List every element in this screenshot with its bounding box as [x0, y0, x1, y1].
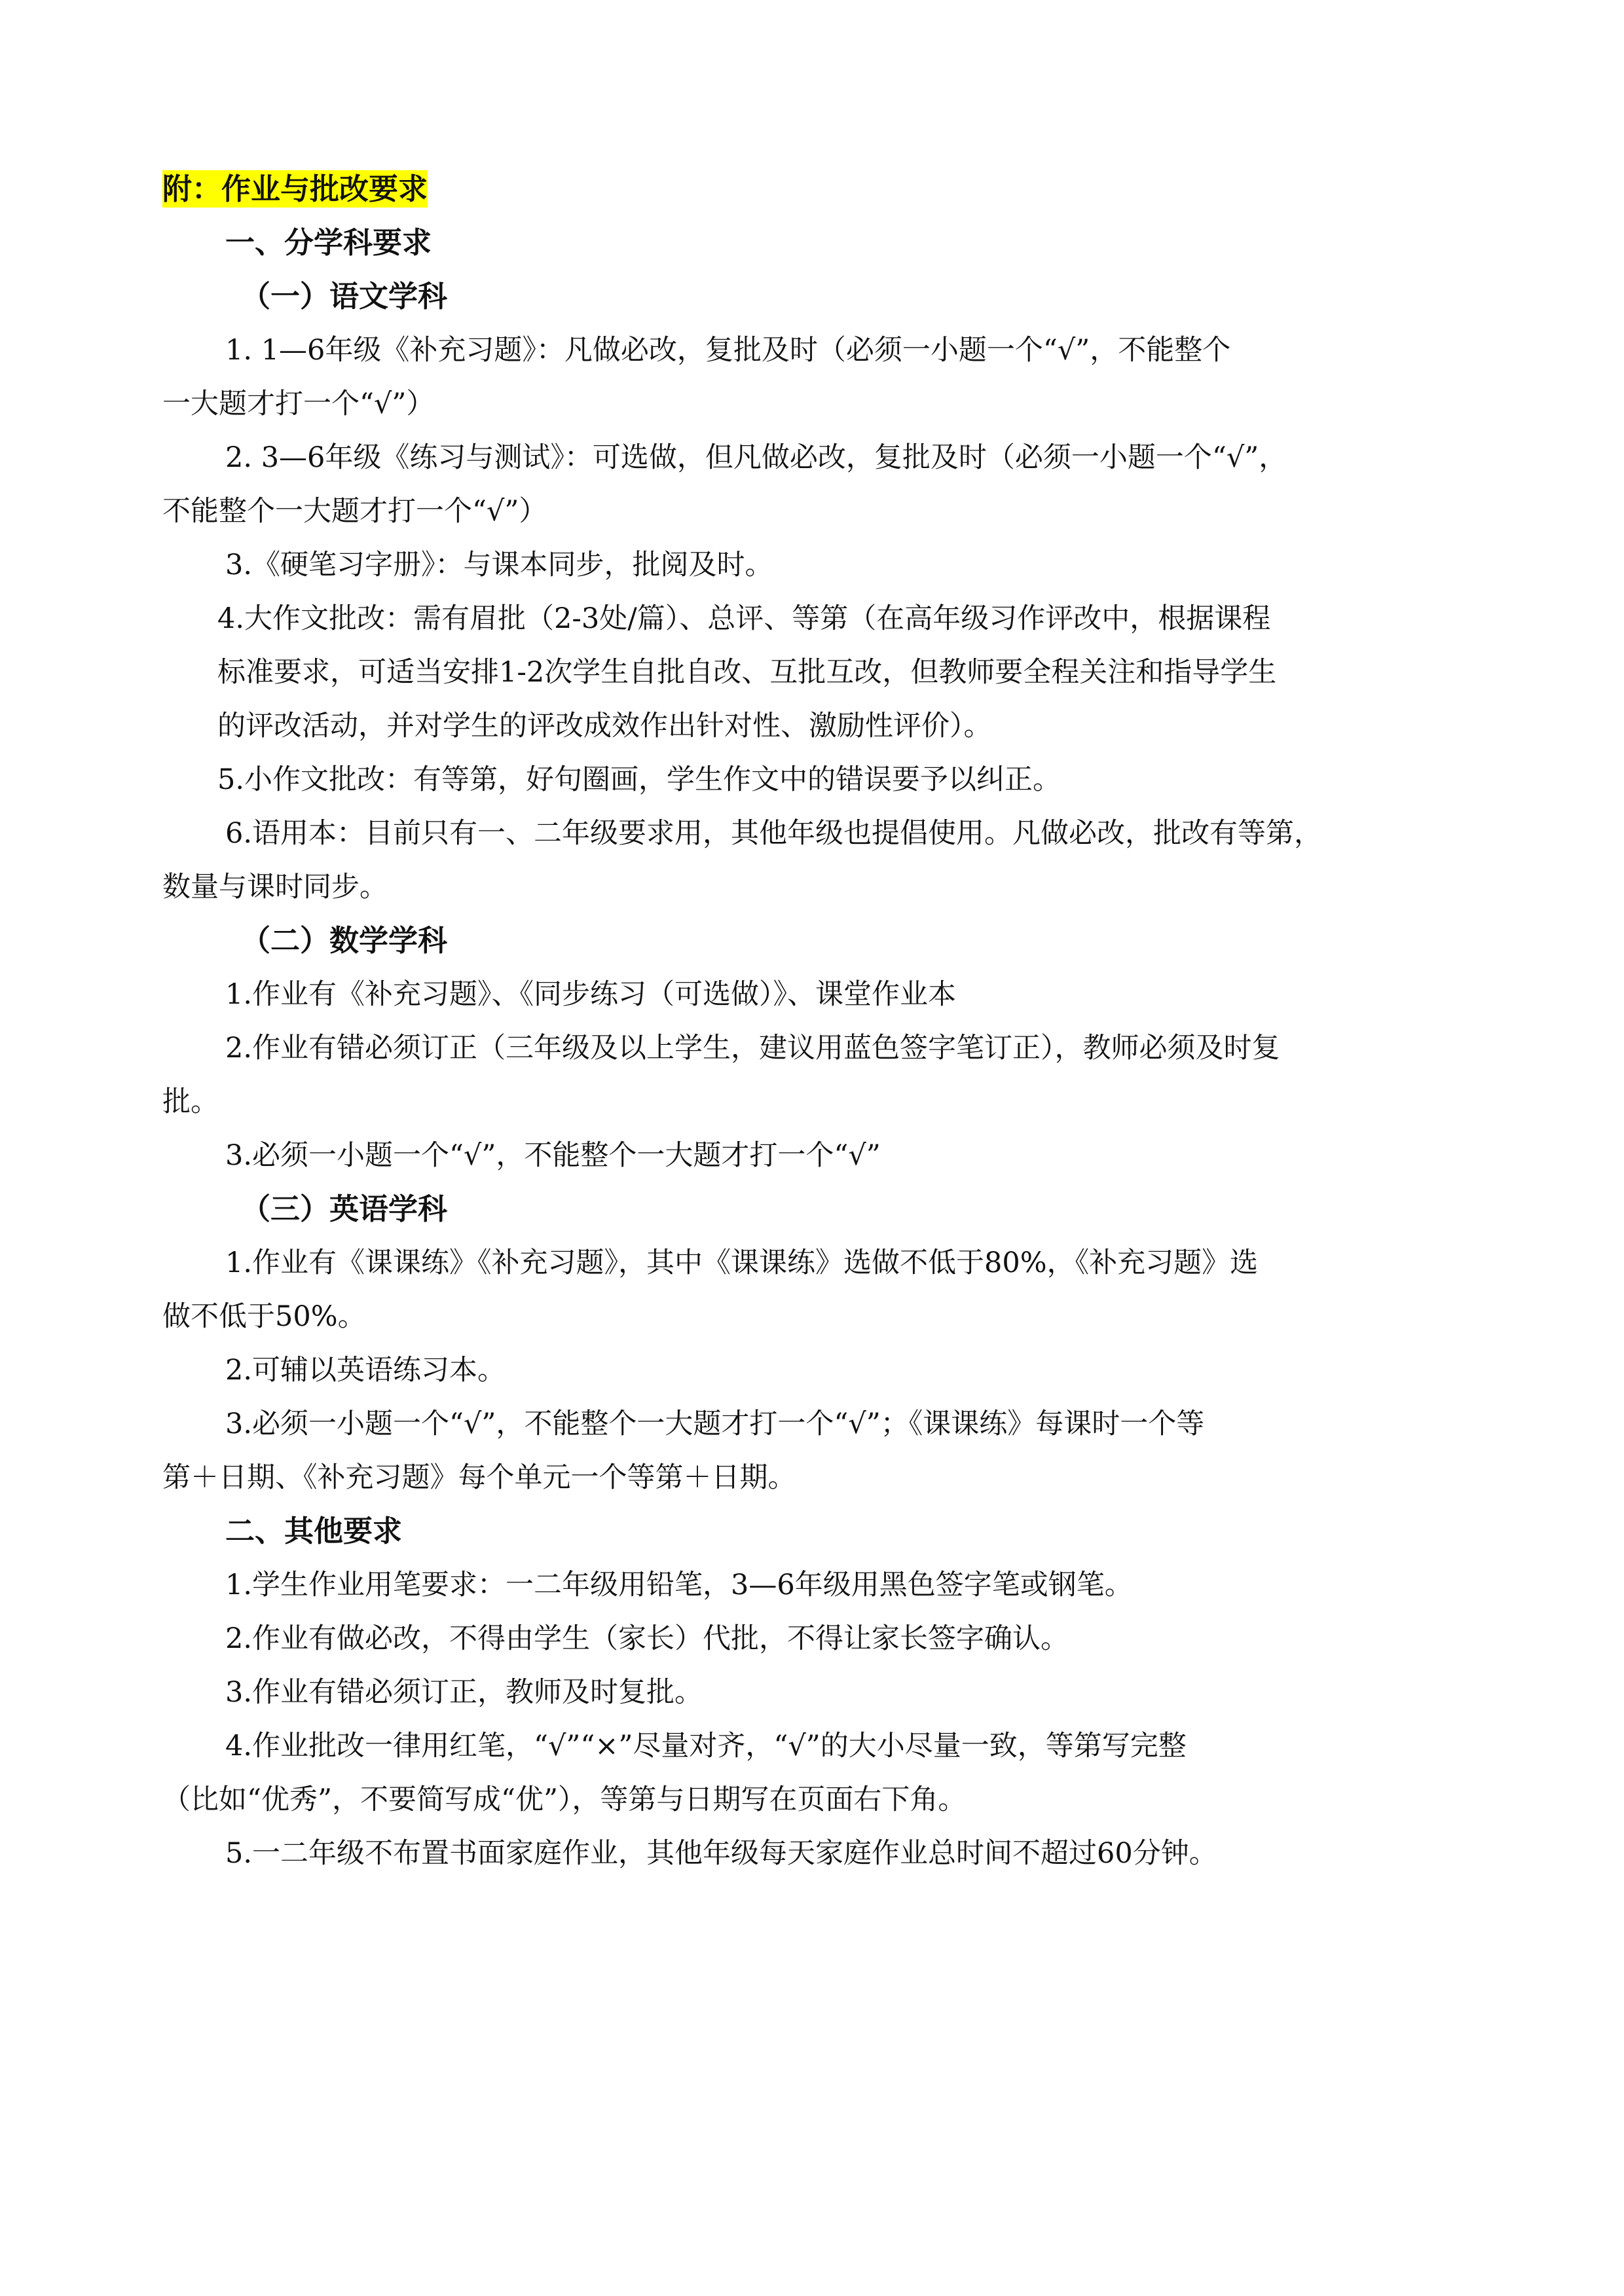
subsection-heading-math: （二）数学学科 — [241, 923, 448, 958]
english-item-3-line-2: 第＋日期、《补充习题》每个单元一个等第＋日期。 — [162, 1461, 796, 1494]
other-item-4-line-1: 4.作业批改一律用红笔，“√”“×”尽量对齐，“√”的大小尽量一致，等第写完整 — [225, 1730, 1187, 1762]
math-item-3: 3.必须一小题一个“√”，不能整个一大题才打一个“√” — [225, 1139, 881, 1172]
math-item-2-line-1: 2.作业有错必须订正（三年级及以上学生，建议用蓝色签字笔订正），教师必须及时复 — [225, 1032, 1280, 1065]
document-title-line — [162, 162, 1466, 216]
other-item-4-line-2: （比如“优秀”，不要简写成“优”），等第与日期写在页面右下角。 — [162, 1783, 967, 1816]
section-heading-other-requirements: 二、其他要求 — [225, 1514, 403, 1548]
document-page — [162, 162, 1466, 1880]
chinese-item-4-line-2: 标准要求，可适当安排1-2次学生自批自改、互批互改，但教师要全程关注和指导学生 — [217, 656, 1277, 689]
chinese-item-4-line-1: 4.大作文批改：需有眉批（2-3处/篇）、总评、等第（在高年级习作评改中，根据课程 — [217, 602, 1271, 635]
subsection-heading-chinese: （一）语文学科 — [241, 279, 448, 314]
english-item-1-line-1: 1.作业有《课课练》《补充习题》，其中《课课练》选做不低于80%，《补充习题》选 — [225, 1247, 1259, 1279]
chinese-item-6-line-2: 数量与课时同步。 — [162, 871, 388, 903]
english-item-3-line-1: 3.必须一小题一个“√”，不能整个一大题才打一个“√”；《课课练》每课时一个等 — [225, 1408, 1205, 1440]
chinese-item-4-line-3: 的评改活动，并对学生的评改成效作出针对性、激励性评价）。 — [217, 710, 992, 742]
other-item-5: 5.一二年级不布置书面家庭作业，其他年级每天家庭作业总时间不超过60分钟。 — [225, 1837, 1217, 1870]
math-item-2-line-2: 批。 — [162, 1085, 219, 1118]
other-item-2: 2.作业有做必改，不得由学生（家长）代批，不得让家长签字确认。 — [225, 1622, 1069, 1655]
section-heading-subject-requirements: 一、分学科要求 — [225, 225, 432, 260]
chinese-item-1-line-1: 1. 1—6年级《补充习题》：凡做必改，复批及时（必须一小题一个“√”，不能整个 — [225, 334, 1231, 367]
chinese-item-1-line-2: 一大题才打一个“√”） — [162, 388, 435, 420]
chinese-item-3: 3.《硬笔习字册》：与课本同步，批阅及时。 — [225, 549, 773, 581]
document-title: 附：作业与批改要求 — [162, 172, 428, 206]
english-item-2: 2.可辅以英语练习本。 — [225, 1354, 506, 1387]
chinese-item-2-line-1: 2. 3—6年级《练习与测试》：可选做，但凡做必改，复批及时（必须一小题一个“√”， — [225, 441, 1287, 474]
english-item-1-line-2: 做不低于50%。 — [162, 1300, 366, 1333]
other-item-3: 3.作业有错必须订正，教师及时复批。 — [225, 1676, 703, 1709]
chinese-item-5: 5.小作文批改：有等第，好句圈画，学生作文中的错误要予以纠正。 — [217, 763, 1061, 796]
math-item-1: 1.作业有《补充习题》、《同步练习（可选做）》、课堂作业本 — [225, 978, 957, 1011]
subsection-heading-english: （三）英语学科 — [241, 1192, 448, 1226]
chinese-item-2-line-2: 不能整个一大题才打一个“√”） — [162, 495, 547, 528]
other-item-1: 1.学生作业用笔要求：一二年级用铅笔，3—6年级用黑色签字笔或钢笔。 — [225, 1569, 1133, 1601]
chinese-item-6-line-1: 6.语用本：目前只有一、二年级要求用，其他年级也提倡使用。凡做必改，批改有等第， — [225, 817, 1323, 850]
